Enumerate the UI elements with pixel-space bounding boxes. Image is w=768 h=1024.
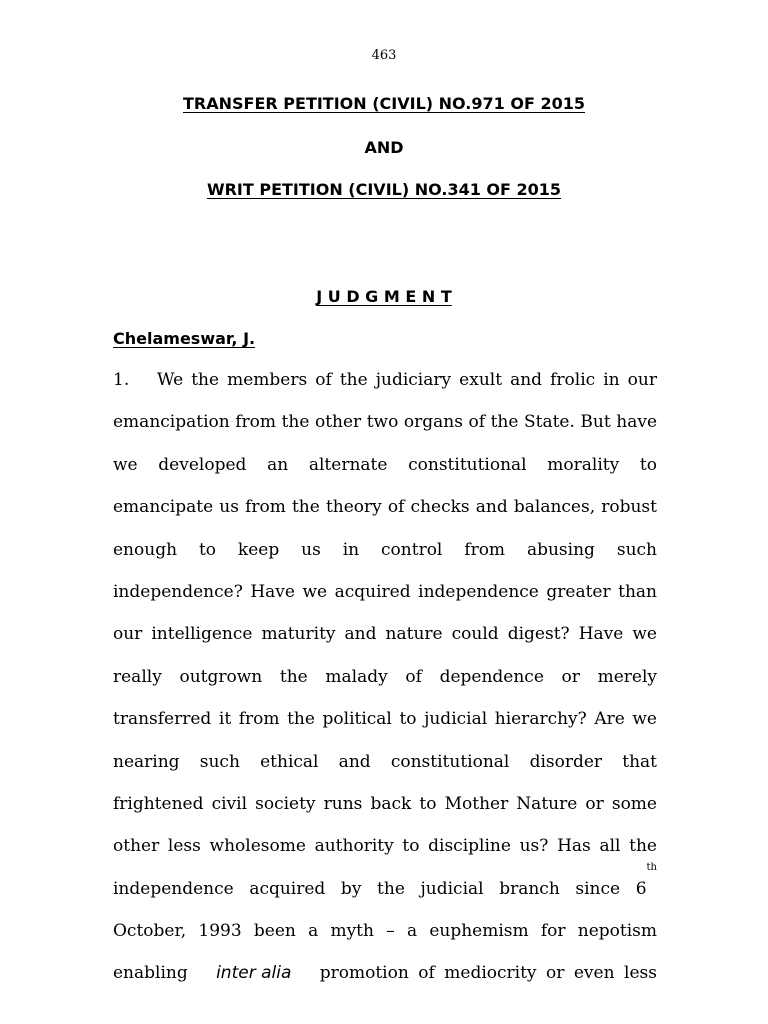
paragraph-line-text: We the members of the judiciary exult and frolic in our (157, 370, 657, 390)
paragraph-line: really outgrown the malady of dependence or merely (113, 666, 657, 687)
paragraph-line (113, 359, 657, 401)
case-title-transfer-petition-text: TRANSFER PETITION (CIVIL) NO.971 OF 2015 (183, 94, 585, 113)
judge-name: Chelameswar, J. (113, 329, 256, 348)
paragraph-line: we developed an alternate constitutional morality to (113, 454, 657, 475)
judgment-paragraph (113, 359, 657, 995)
paragraph-line: emancipate us from the theory of checks and balances, robust (113, 497, 657, 518)
case-title-writ-petition-text: WRIT PETITION (CIVIL) NO.341 OF 2015 (206, 180, 562, 199)
case-title-transfer-petition (0, 94, 768, 113)
page-number: 463 (371, 48, 397, 63)
paragraph-line-text: independence acquired by the judicial branch since 6 (113, 878, 647, 899)
judgment-heading-text: J U D G M E N T (316, 287, 452, 306)
ordinal-suffix: th (646, 861, 657, 873)
paragraph-line: nearing such ethical and constitutional disorder that (113, 751, 657, 772)
paragraph-line-text: promotion of mediocrity or even less (319, 963, 657, 984)
paragraph-line: enough to keep us in control from abusing such (113, 539, 657, 560)
paragraph-line: our intelligence maturity and nature could digest? Have we (113, 624, 657, 645)
latin-phrase: inter alia (216, 963, 292, 984)
paragraph-line: other less wholesome authority to discipline us? Has all the (113, 836, 657, 857)
paragraph-line: transferred it from the political to judicial hierarchy? Are we (113, 709, 657, 730)
case-title-writ-petition (0, 180, 768, 199)
paragraph-line (113, 861, 657, 910)
case-title-conjunction (0, 138, 768, 157)
paragraph-number: 1. (113, 370, 130, 390)
paragraph-line: independence? Have we acquired independence greater than (113, 581, 657, 602)
case-title-conjunction-text: AND (364, 138, 404, 157)
judgment-heading (0, 287, 768, 306)
paragraph-line: frightened civil society runs back to Mother Nature or some (113, 793, 657, 814)
paragraph-line-text: enabling (113, 963, 188, 984)
paragraph-line (113, 952, 657, 994)
paragraph-line: emancipation from the other two organs of the State. But have (113, 412, 657, 433)
paragraph-line: October, 1993 been a myth – a euphemism for nepotism (113, 921, 657, 942)
